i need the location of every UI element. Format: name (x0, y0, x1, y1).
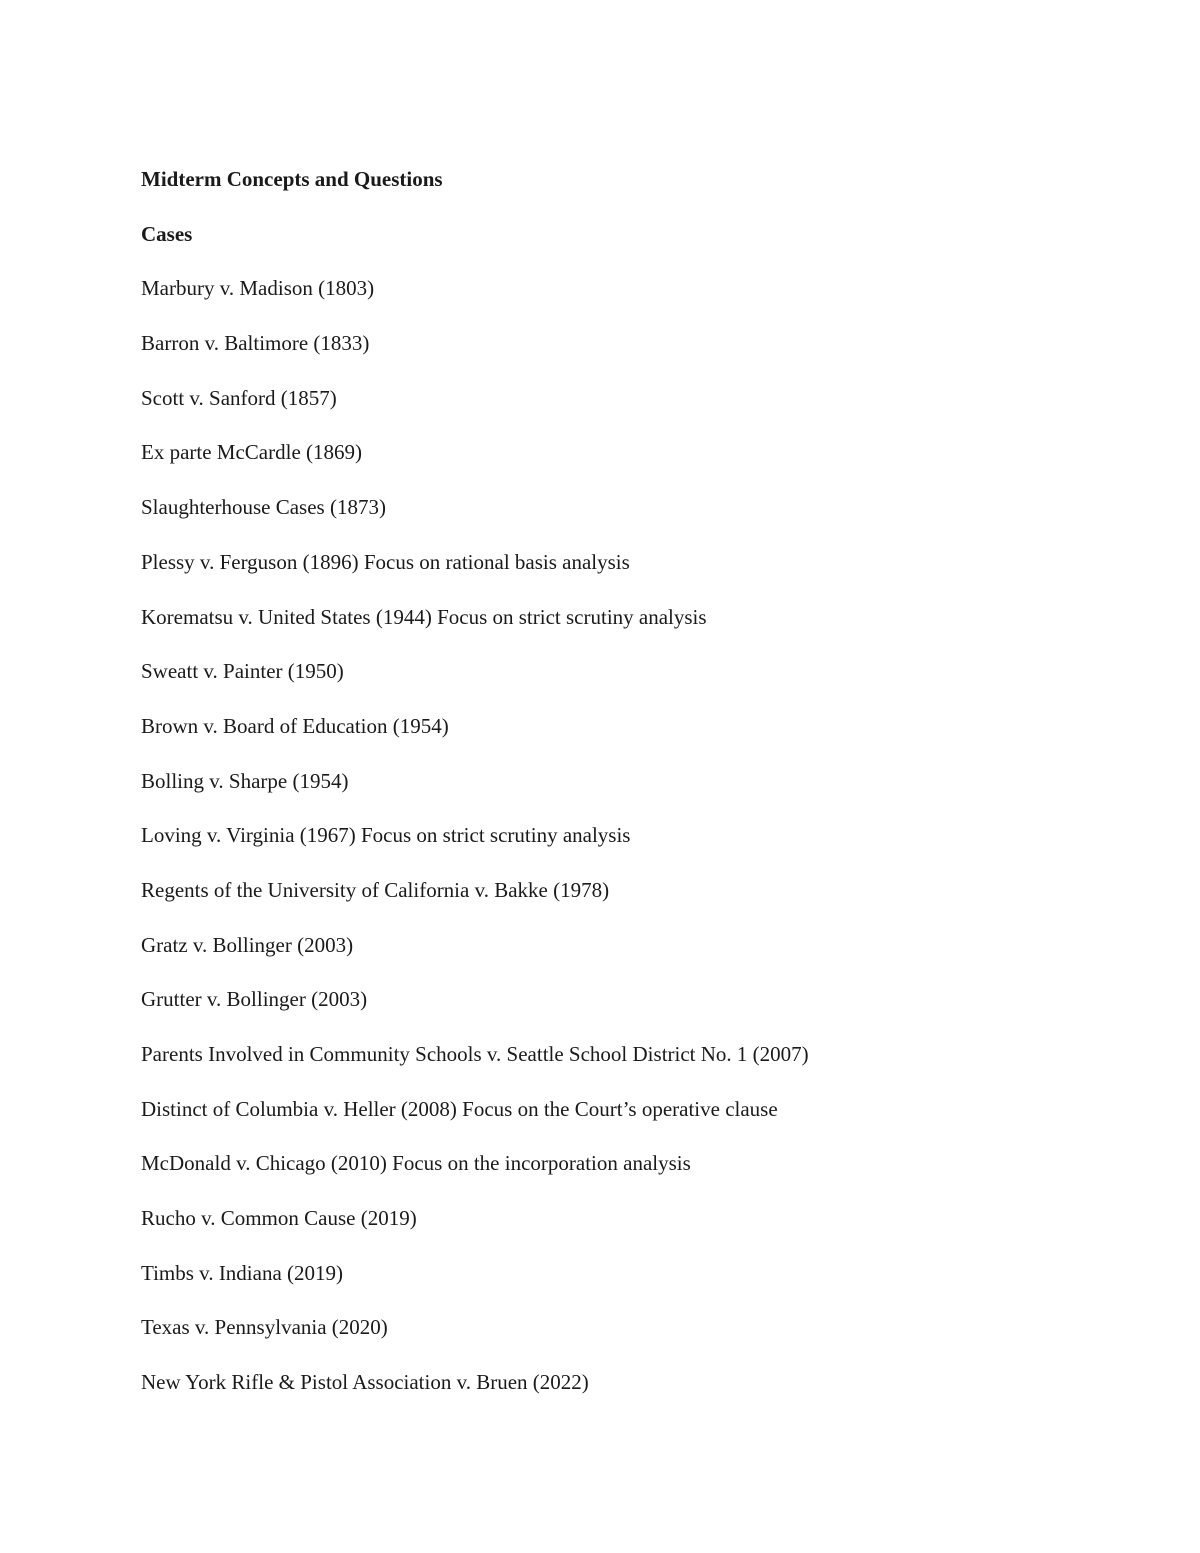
case-item: Distinct of Columbia v. Heller (2008) Focus on the Court’s operative clause (141, 1096, 778, 1121)
case-item: Barron v. Baltimore (1833) (141, 331, 370, 356)
case-item: Ex parte McCardle (1869) (141, 440, 363, 465)
case-list (141, 273, 1101, 1421)
case-item: Texas v. Pennsylvania (2020) (141, 1315, 388, 1340)
case-item: Marbury v. Madison (1803) (141, 276, 375, 301)
case-item: Bolling v. Sharpe (1954) (141, 768, 349, 793)
case-item: Slaughterhouse Cases (1873) (141, 495, 386, 520)
case-item: Parents Involved in Community Schools v. Seattle School District No. 1 (2007) (141, 1042, 809, 1066)
case-item: Gratz v. Bollinger (2003) (141, 932, 354, 957)
case-item: McDonald v. Chicago (2010) Focus on the incorporation analysis (141, 1151, 691, 1176)
document-title: Midterm Concepts and Questions (141, 167, 443, 191)
section-heading-cases: Cases (141, 221, 193, 246)
case-item: Grutter v. Bollinger (2003) (141, 987, 368, 1012)
case-item: Timbs v. Indiana (2019) (141, 1260, 344, 1285)
case-item: Plessy v. Ferguson (1896) Focus on rational basis analysis (141, 549, 630, 574)
case-item: Korematsu v. United States (1944) Focus on strict scrutiny analysis (141, 604, 707, 629)
case-item: New York Rifle & Pistol Association v. Bruen (2022) (141, 1370, 589, 1395)
case-item: Rucho v. Common Cause (2019) (141, 1206, 417, 1231)
case-item: Sweatt v. Painter (1950) (141, 659, 344, 684)
case-item: Regents of the University of California v. Bakke (1978) (141, 877, 610, 902)
case-item: Brown v. Board of Education (1954) (141, 713, 449, 738)
case-item: Scott v. Sanford (1857) (141, 385, 337, 410)
document-page (141, 164, 1101, 1422)
case-item: Loving v. Virginia (1967) Focus on strict scrutiny analysis (141, 823, 631, 848)
